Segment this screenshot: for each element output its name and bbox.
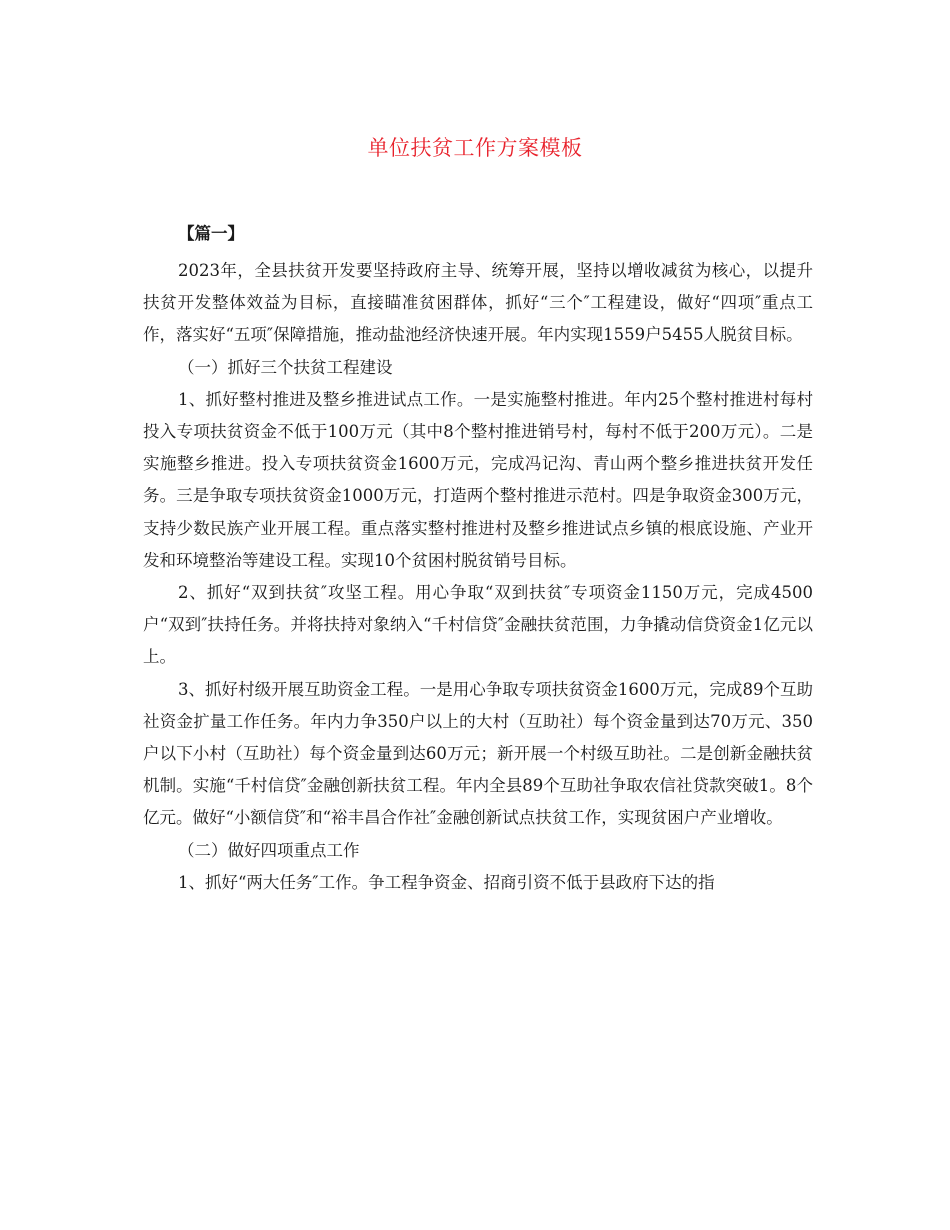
subheading-one: （一）抓好三个扶贫工程建设 (178, 357, 393, 377)
subheading-two: （二）做好四项重点工作 (178, 840, 360, 860)
paragraph-item-3: 3、抓好村级开展互助资金工程。一是用心争取专项扶贫资金1600万元，完成89个互助社资金扩量工作任务。年内力争350户以上的大村（互助社）每个资金量到达70万元、350户以下小村（互助社）每个资金量到达60万元；新开展一个村级互助社。二是创新金融扶贫机制。实施“千村信贷″金融创新扶贫工程。年内全县89个互助社争取农信社贷款突破1。8个亿元。做好“小额信贷″和“裕丰昌合作社″金融创新试点扶贫工作，实现贫困户产业增收。 (143, 679, 813, 828)
document-body (143, 255, 813, 899)
paragraph-item-4: 1、抓好“两大任务″工作。争工程争资金、招商引资不低于县政府下达的指 (178, 872, 715, 892)
section-label: 【篇一】 (178, 224, 244, 243)
document-title: 单位扶贫工作方案模板 (367, 136, 583, 160)
paragraph-intro: 2023年，全县扶贫开发要坚持政府主导、统筹开展，坚持以增收减贫为核心，以提升扶贫开发整体效益为目标，直接瞄准贫困群体，抓好“三个″工程建设，做好“四项″重点工作，落实好“五项″保障措施，推动盐池经济快速开展。年内实现1559户5455人脱贫目标。 (143, 261, 813, 345)
paragraph-item-2: 2、抓好“双到扶贫″攻坚工程。用心争取“双到扶贫″专项资金1150万元，完成4500户“双到″扶持任务。并将扶持对象纳入“千村信贷″金融扶贫范围，力争撬动信贷资金1亿元以上。 (143, 583, 813, 667)
paragraph-item-1: 1、抓好整村推进及整乡推进试点工作。一是实施整村推进。年内25个整村推进村每村投入专项扶贫资金不低于100万元（其中8个整村推进销号村，每村不低于200万元）。二是实施整乡推进。投入专项扶贫资金1600万元，完成冯记沟、青山两个整乡推进扶贫开发任务。三是争取专项扶贫资金1000万元，打造两个整村推进示范村。四是争取资金300万元，支持少数民族产业开展工程。重点落实整村推进村及整乡推进试点乡镇的根底设施、产业开发和环境整治等建设工程。实现10个贫困村脱贫销号目标。 (143, 389, 813, 570)
